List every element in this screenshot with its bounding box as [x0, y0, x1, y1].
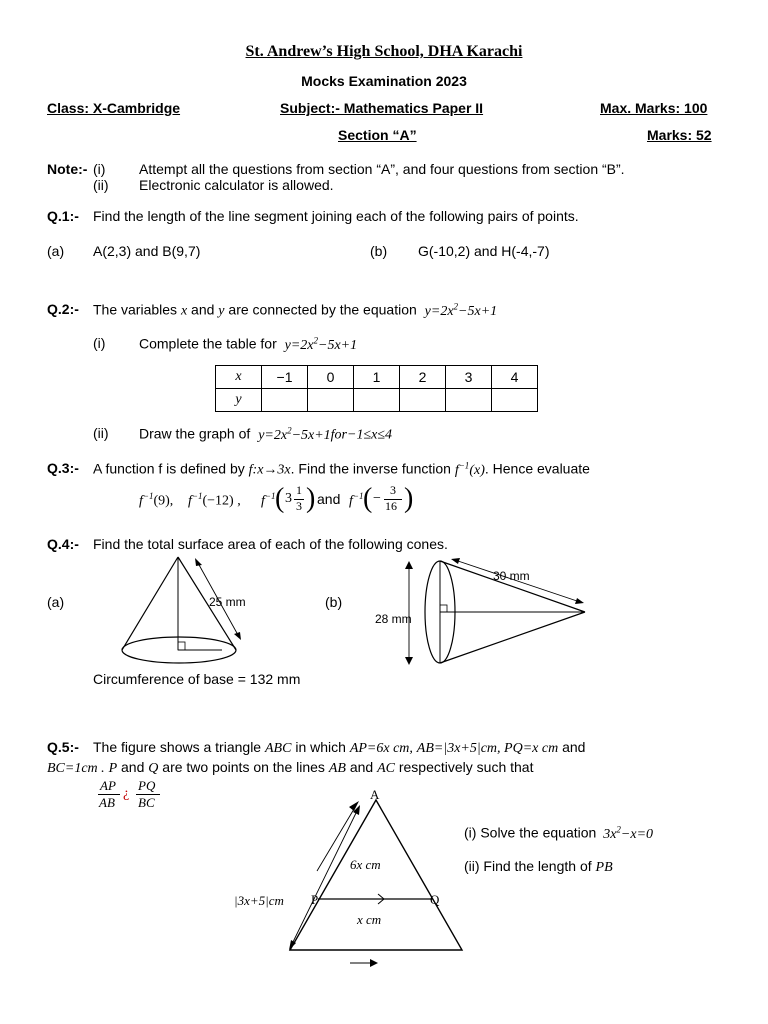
- question-label: Q.1:-: [47, 208, 79, 224]
- part-text: (ii) Find the length of PB: [464, 858, 613, 875]
- part-text: (i) Solve the equation $3x^2-x=0$: [464, 824, 654, 842]
- part-text: A(2,3) and B(9,7): [93, 243, 201, 259]
- table-cell: −1: [262, 366, 308, 389]
- cone-b-slant-label: 30 mm: [493, 569, 530, 583]
- section-marks-label: Marks: 52: [647, 127, 712, 143]
- cone-a-slant-label: 25 mm: [209, 595, 246, 609]
- table-cell: 4: [492, 366, 538, 389]
- class-label: Class: X-Cambridge: [47, 100, 181, 116]
- cone-a-diagram: [110, 555, 260, 670]
- table-header-cell: y: [216, 389, 262, 412]
- question-text: The variables x and y are connected by the equation $y=2x^2-5x+1$: [93, 301, 498, 319]
- part-text: G(-10,2) and H(-4,-7): [418, 243, 550, 259]
- table-header-cell: x: [216, 366, 262, 389]
- table-row: [216, 366, 538, 389]
- table-cell: [492, 389, 538, 412]
- vertex-label-q: Q: [430, 892, 440, 907]
- value-table: [215, 365, 538, 412]
- question-text: BC=1cm . P and Q are two points on the lines AB and AC respectively such that: [47, 759, 534, 776]
- subject-label: Subject:- Mathematics Paper II: [280, 100, 484, 116]
- table-cell: 0: [308, 366, 354, 389]
- ab-length-label: |3x+5|cm: [234, 893, 284, 908]
- vertex-label-p: P: [311, 892, 319, 907]
- note-label: Note:-: [47, 161, 88, 177]
- note-item-num: (i): [93, 161, 106, 177]
- question-label: Q.3:-: [47, 460, 79, 476]
- section-label: Section “A”: [338, 127, 417, 143]
- triangle-diagram: [270, 785, 480, 975]
- part-text: Complete the table for $y=2x^2-5x+1$: [139, 335, 358, 353]
- table-row: [216, 389, 538, 412]
- question-label: Q.4:-: [47, 536, 79, 552]
- part-label: (b): [370, 243, 388, 259]
- question-label: Q.5:-: [47, 739, 79, 755]
- table-cell: [400, 389, 446, 412]
- ap-length-label: 6x cm: [350, 857, 381, 872]
- table-cell: 2: [400, 366, 446, 389]
- part-text: Draw the graph of $y=2x^2-5x+1for-1\le x\le 4$: [139, 425, 393, 443]
- school-title: St. Andrew’s High School, DHA Karachi: [245, 43, 523, 60]
- part-label: (b): [325, 594, 343, 610]
- note-item-text: Electronic calculator is allowed.: [139, 177, 334, 193]
- part-label: (i): [93, 335, 106, 351]
- cone-a-caption: Circumference of base = 132 mm: [93, 671, 301, 687]
- question-text: A function f is defined by f:x→3x. Find the inverse function $f^{-1}(x)$. Hence evaluate: [93, 460, 590, 478]
- part-label: (a): [47, 594, 65, 610]
- table-cell: 1: [354, 366, 400, 389]
- question-label: Q.2:-: [47, 301, 79, 317]
- table-cell: 3: [446, 366, 492, 389]
- question-text: Find the total surface area of each of the following cones.: [93, 536, 448, 552]
- part-label: (a): [47, 243, 65, 259]
- cone-b-height-label: 28 mm: [375, 612, 412, 626]
- question-text: The figure shows a triangle ABC in which AP=6x cm, AB=|3x+5|cm, PQ=x cm and: [93, 739, 586, 756]
- exam-title: Mocks Examination 2023: [301, 73, 467, 89]
- ratio-expression: AP AB ¿ PQ BC: [98, 778, 178, 814]
- table-cell: [262, 389, 308, 412]
- pq-length-label: x cm: [357, 912, 382, 927]
- table-cell: [354, 389, 400, 412]
- table-cell: [446, 389, 492, 412]
- table-cell: [308, 389, 354, 412]
- note-item-num: (ii): [93, 177, 109, 193]
- part-label: (ii): [93, 425, 109, 441]
- note-item-text: Attempt all the questions from section “A”, and four questions from section “B”.: [139, 161, 625, 177]
- vertex-label-a: A: [370, 787, 380, 802]
- question-text: Find the length of the line segment joining each of the following pairs of points.: [93, 208, 579, 224]
- max-marks-label: Max. Marks: 100: [600, 100, 708, 116]
